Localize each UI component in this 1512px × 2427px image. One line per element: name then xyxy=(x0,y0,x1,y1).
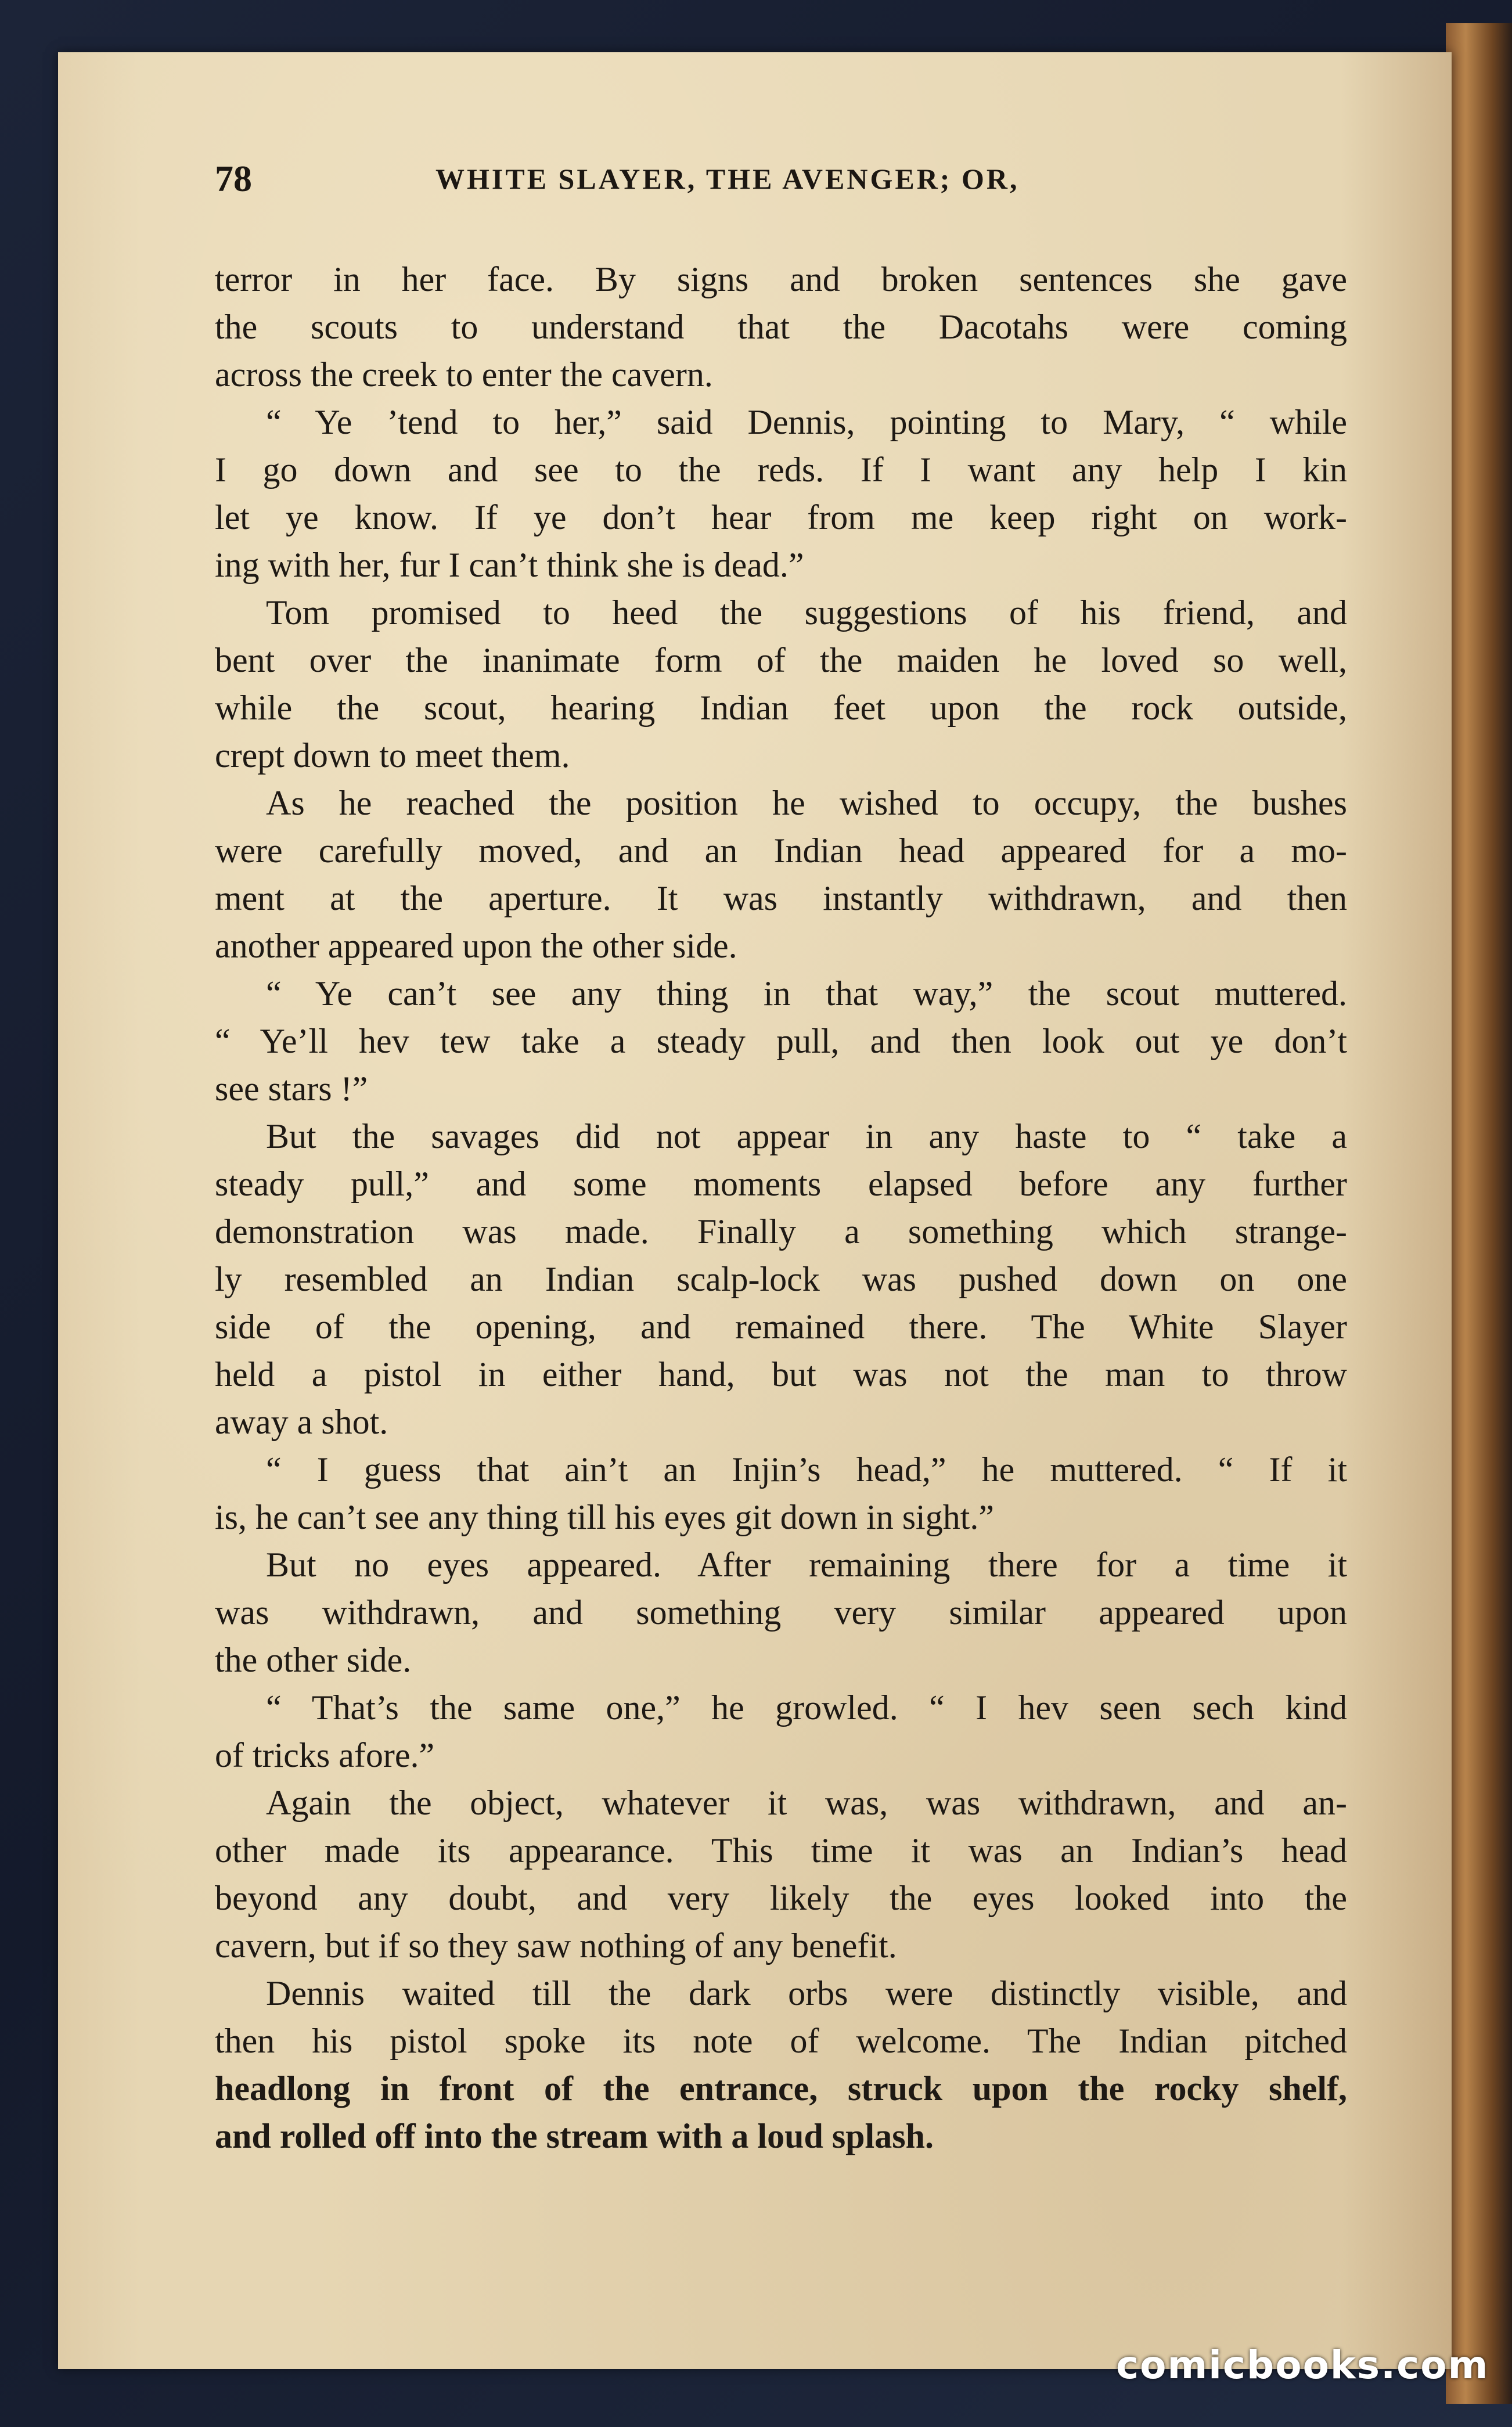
text-line: is, he can’t see any thing till his eyes git down in sight.” xyxy=(215,1498,995,1536)
text-line: “ Ye’ll hev tew take a steady pull, and then look out ye don’t xyxy=(215,1022,1347,1060)
text-line: ment at the aperture. It was instantly withdrawn, and then xyxy=(215,879,1347,917)
text-line: As he reached the position he wished to occupy, the bushes xyxy=(266,784,1347,822)
text-line: across the creek to enter the cavern. xyxy=(215,355,713,394)
text-line: the scouts to understand that the Dacotahs were coming xyxy=(215,308,1347,346)
text-line: cavern, but if so they saw nothing of any benefit. xyxy=(215,1927,897,1965)
text-line: “ Ye can’t see any thing in that way,” the scout muttered. xyxy=(266,974,1347,1013)
text-line: Again the object, whatever it was, was withdrawn, and an- xyxy=(266,1784,1347,1822)
text-line: “ I guess that ain’t an Injin’s head,” he muttered. “ If it xyxy=(266,1450,1347,1489)
body-text xyxy=(215,255,1347,2160)
text-line: other made its appearance. This time it was an Indian’s head xyxy=(215,1831,1347,1870)
text-line: “ Ye ’tend to her,” said Dennis, pointing to Mary, “ while xyxy=(266,403,1347,441)
text-line: ly resembled an Indian scalp-lock was pushed down on one xyxy=(215,1260,1347,1298)
text-line: of tricks afore.” xyxy=(215,1736,435,1774)
text-line: “ That’s the same one,” he growled. “ I hev seen sech kind xyxy=(266,1688,1347,1727)
text-line: the other side. xyxy=(215,1641,412,1679)
watermark: comicbooks.com xyxy=(1116,2343,1489,2388)
text-line: terror in her face. By signs and broken sentences she gave xyxy=(215,260,1347,298)
text-line: side of the opening, and remained there. The White Slayer xyxy=(215,1308,1347,1346)
page-header xyxy=(215,156,1347,202)
page-number: 78 xyxy=(215,158,252,199)
book-spine-edge xyxy=(1446,23,1512,2404)
text-line: let ye know. If ye don’t hear from me keep right on work- xyxy=(215,498,1347,536)
running-title: WHITE SLAYER, THE AVENGER; OR, xyxy=(435,163,1020,195)
text-line: headlong in front of the entrance, struck upon the rocky shelf, xyxy=(215,2069,1347,2108)
text-line: demonstration was made. Finally a something which strange- xyxy=(215,1212,1347,1251)
text-line: then his pistol spoke its note of welcome. The Indian pitched xyxy=(215,2022,1347,2060)
text-line: bent over the inanimate form of the maiden he loved so well, xyxy=(215,641,1347,679)
text-line: I go down and see to the reds. If I want any help I kin xyxy=(215,451,1347,489)
text-line: crept down to meet them. xyxy=(215,736,570,775)
text-line: Tom promised to heed the suggestions of his friend, and xyxy=(266,593,1347,632)
text-line: see stars !” xyxy=(215,1070,368,1108)
text-line: were carefully moved, and an Indian head appeared for a mo- xyxy=(215,831,1347,870)
text-line: beyond any doubt, and very likely the eyes looked into the xyxy=(215,1879,1347,1917)
text-line: another appeared upon the other side. xyxy=(215,927,737,965)
text-line: away a shot. xyxy=(215,1403,388,1441)
text-line: steady pull,” and some moments elapsed before any further xyxy=(215,1165,1347,1203)
text-line: while the scout, hearing Indian feet upon the rock outside, xyxy=(215,689,1347,727)
text-line: But no eyes appeared. After remaining there for a time it xyxy=(266,1546,1347,1584)
text-line: held a pistol in either hand, but was not the man to throw xyxy=(215,1355,1347,1393)
text-line: ing with her, fur I can’t think she is dead.” xyxy=(215,546,804,584)
text-line: Dennis waited till the dark orbs were distinctly visible, and xyxy=(266,1974,1347,2012)
text-line: and rolled off into the stream with a loud splash. xyxy=(215,2117,934,2155)
text-line: But the savages did not appear in any haste to “ take a xyxy=(266,1117,1347,1155)
text-line: was withdrawn, and something very similar appeared upon xyxy=(215,1593,1347,1632)
